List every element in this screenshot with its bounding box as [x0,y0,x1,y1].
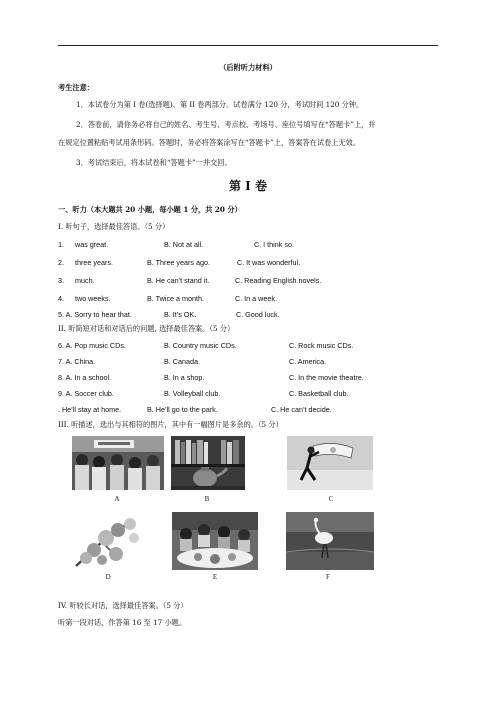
q5-option-b: B. It’s OK. [164,310,197,319]
header-note: （后附听力材料） [219,63,277,72]
q9-option-a: 9. A. Soccer club. [58,389,114,398]
top-rule [58,45,438,46]
volume-title: 第 I 卷 [229,179,267,193]
part3-title: III. 听描述，选出与其相符的图片，其中有一幅图片是多余的。（5 分） [58,420,283,429]
q1-number: 1. [58,240,64,249]
q6-option-a: 6. A. Pop music CDs. [58,341,126,350]
q7-option-b: B. Canada. [164,357,200,366]
q4-option-a: two weeks. [75,294,111,303]
caption-c: C [328,495,334,503]
q9-option-c: C. Basketball club. [289,389,349,398]
q10-option-b: B. He’ll go to the park. [147,405,218,414]
part4-title: IV. 听较长对话，选择最佳答案。（5 分） [58,601,188,610]
notice-line-2: 2．答卷前，请你务必将自己的姓名、考生号、考点校、考场号、座位号填写在“答题卡”上，并 [76,120,376,129]
q3-number: 3. [58,276,64,285]
picture-a-crowd [72,436,164,490]
q7-option-c: C. America. [289,357,327,366]
caption-b: B [204,495,210,503]
q1-option-c: C. I think so. [254,240,294,249]
caption-a: A [114,495,120,503]
q3-option-c: C. Reading English novels. [235,276,322,285]
picture-d-blossoms [72,512,152,570]
part4-note: 听第一段对话，作答第 16 至 17 小题。 [58,618,187,627]
q4-option-b: B. Twice a month. [147,294,204,303]
q8-option-c: C. In the movie theatre. [289,373,364,382]
q5-option-c: C. Good luck. [236,310,280,319]
q3-option-b: B. He can’t stand it. [147,276,210,285]
q6-option-c: C. Rock music CDs. [289,341,354,350]
q4-option-c: C. In a week. [235,294,277,303]
picture-c-skater [287,436,373,490]
q1-option-a: was great. [75,240,109,249]
caption-e: E [212,573,218,581]
caption-d: D [105,573,111,581]
q6-option-b: B. Country music CDs. [164,341,237,350]
q4-number: 4. [58,294,64,303]
section1-title: 一、听力（本大题共 20 小题，每小题 1 分，共 20 分） [58,205,242,214]
picture-b-books-teapot [171,436,245,490]
notice-line-3: 在规定位置粘贴考试用条形码。答题时，务必将答案涂写在“答题卡”上，答案答在试卷上无效。 [58,138,361,147]
q8-option-b: B. In a shop. [164,373,205,382]
caption-f: F [326,573,330,581]
q2-option-c: C. It was wonderful. [237,258,301,267]
picture-f-crane [286,512,374,570]
q2-option-b: B. Three years ago. [147,258,210,267]
q8-option-a: 8. A. In a school. [58,373,112,382]
part2-title: II. 听简短对话和对话后的问题, 选择最佳答案。（5 分） [58,324,235,333]
q3-option-a: much. [75,276,95,285]
notice-title: 考生注意： [58,83,94,92]
q9-option-b: B. Volleyball club. [164,389,221,398]
picture-e-family-dinner [172,512,258,570]
notice-line-4: 3．考试结束后，将本试卷和“答题卡”一并交回。 [76,158,232,167]
part1-title: I. 听句子，选择最佳答语。（5 分） [58,222,170,231]
q2-number: 2. [58,258,64,267]
q7-option-a: 7. A. China. [58,357,96,366]
q1-option-b: B. Not at all. [164,240,204,249]
q10-option-c: C. He can’t decide. [271,405,332,414]
q10-option-a: . He’ll stay at home. [58,405,122,414]
q5-option-a: 5. A. Sorry to hear that. [58,310,132,319]
notice-line-1: 1．本试卷分为第 I 卷(选择题)、第 II 卷两部分。试卷满分 120 分，考试时间 120 分钟。 [76,100,364,109]
q2-option-a: three years. [75,258,113,267]
